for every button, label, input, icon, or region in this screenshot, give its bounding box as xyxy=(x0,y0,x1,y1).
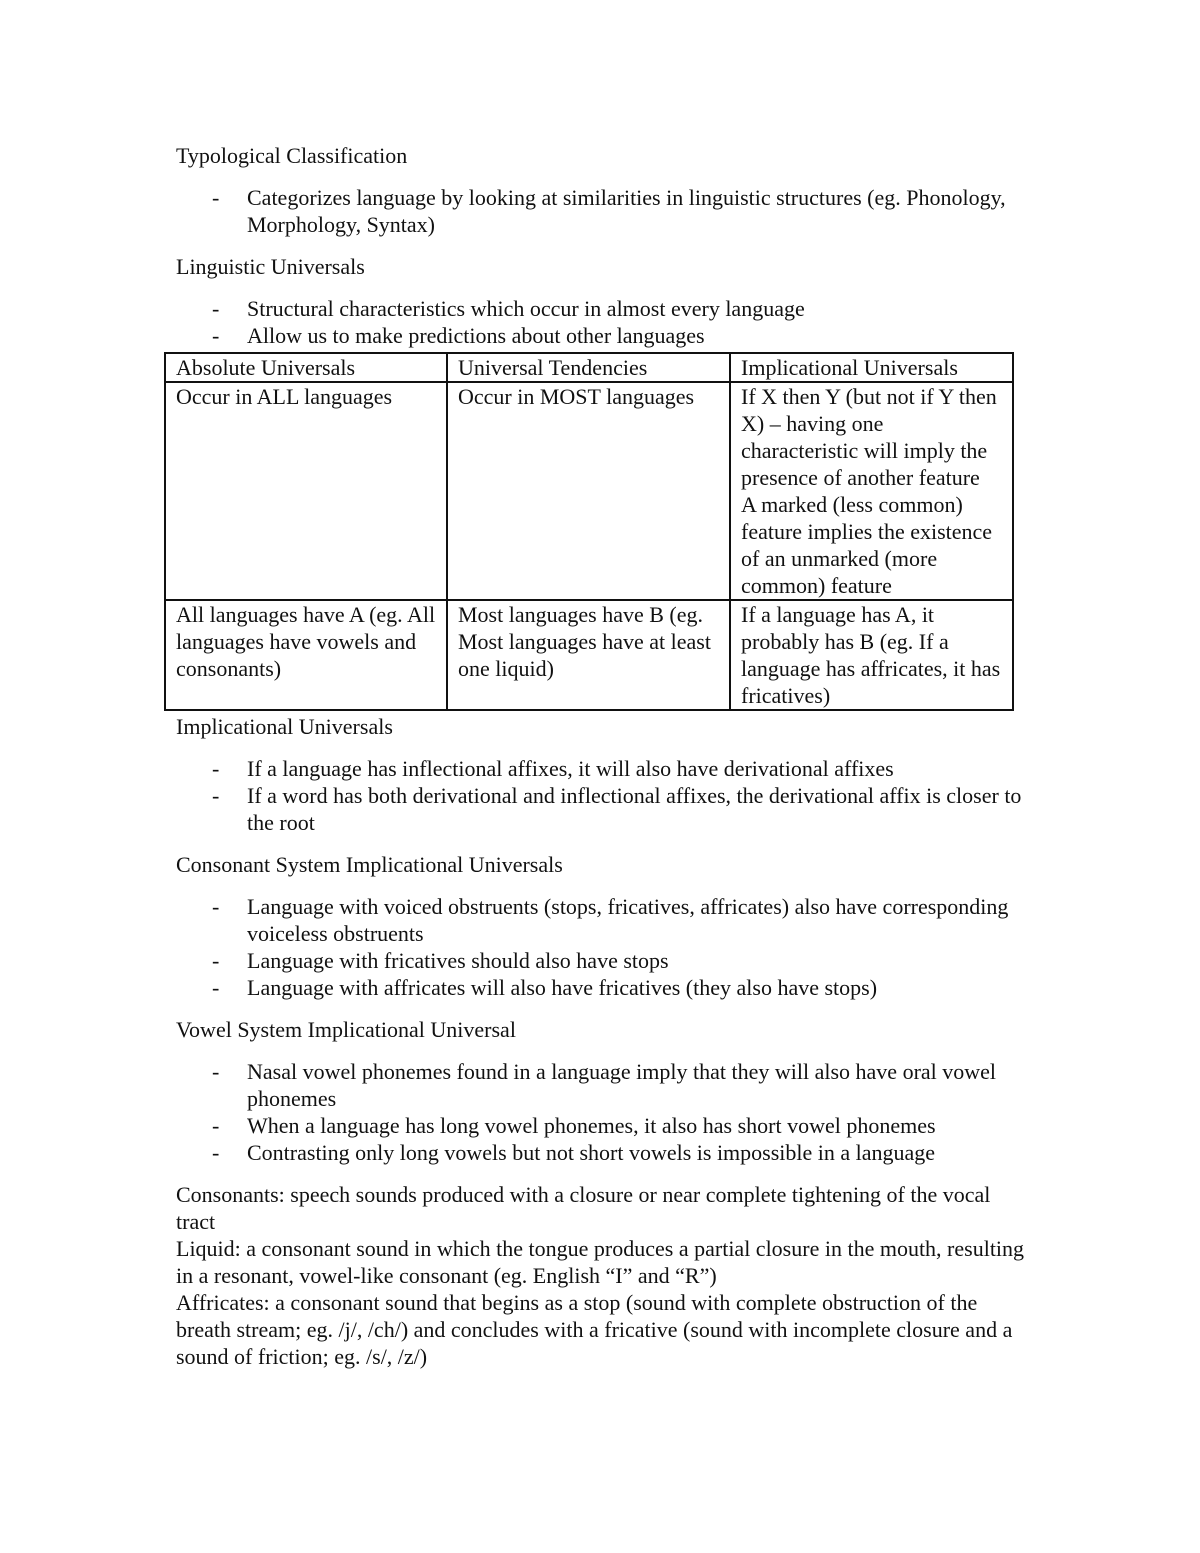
table-cell: Occur in MOST languages xyxy=(447,382,730,600)
list-item xyxy=(176,1139,1026,1166)
dash-bullet: - xyxy=(212,894,220,919)
consonant-system-bullet-list xyxy=(176,893,1026,1001)
list-item xyxy=(176,782,1026,836)
dash-bullet: - xyxy=(212,185,220,210)
dash-bullet: - xyxy=(212,756,220,781)
cell-line: If X then Y (but not if Y then X) – having one characteristic will imply the presence of another feature xyxy=(741,384,997,490)
list-item xyxy=(176,947,1026,974)
dash-bullet: - xyxy=(212,1059,220,1084)
header-universal-tendencies: Universal Tendencies xyxy=(447,353,730,382)
list-item xyxy=(176,295,1026,322)
dash-bullet: - xyxy=(212,948,220,973)
list-item xyxy=(176,755,1026,782)
header-implicational-universals: Implicational Universals xyxy=(730,353,1013,382)
definition-liquid: Liquid: a consonant sound in which the tongue produces a partial closure in the mouth, resulting in a resonant, vowel-like consonant (eg. English “I” and “R”) xyxy=(176,1236,1025,1288)
list-item-text: If a word has both derivational and inflectional affixes, the derivational affix is closer to the root xyxy=(247,783,1022,835)
list-item xyxy=(176,1112,1026,1139)
dash-bullet: - xyxy=(212,975,220,1000)
vowel-system-bullet-list xyxy=(176,1058,1026,1166)
table-row xyxy=(165,382,1013,600)
list-item-text: Contrasting only long vowels but not short vowels is impossible in a language xyxy=(247,1140,936,1165)
definition-affricates: Affricates: a consonant sound that begins as a stop (sound with complete obstruction of the breath stream; eg. /j/, /ch/) and concludes with a fricative (sound with incomplete closure and a sound of friction; eg. /s/, /z/) xyxy=(176,1290,1013,1369)
dash-bullet: - xyxy=(212,783,220,808)
heading-implicational-universals: Implicational Universals xyxy=(176,714,393,739)
table-cell: Occur in ALL languages xyxy=(165,382,447,600)
list-item xyxy=(176,1058,1026,1112)
list-item-text: Allow us to make predictions about other languages xyxy=(247,323,705,348)
dash-bullet: - xyxy=(212,323,220,348)
table-cell: If a language has A, it probably has B (eg. If a language has affricates, it has fricatives) xyxy=(730,600,1013,710)
list-item-text: Categorizes language by looking at similarities in linguistic structures (eg. Phonology, Morphology, Syntax) xyxy=(247,185,1006,237)
list-item-text: When a language has long vowel phonemes, it also has short vowel phonemes xyxy=(247,1113,936,1138)
table-header-row xyxy=(165,353,1013,382)
dash-bullet: - xyxy=(212,1140,220,1165)
dash-bullet: - xyxy=(212,1113,220,1138)
table-cell: All languages have A (eg. All languages have vowels and consonants) xyxy=(165,600,447,710)
dash-bullet: - xyxy=(212,296,220,321)
list-item-text: If a language has inflectional affixes, it will also have derivational affixes xyxy=(247,756,894,781)
table-cell: Most languages have B (eg. Most languages have at least one liquid) xyxy=(447,600,730,710)
universals-table xyxy=(164,352,1014,711)
list-item xyxy=(176,893,1026,947)
header-absolute-universals: Absolute Universals xyxy=(165,353,447,382)
list-item xyxy=(176,184,1026,238)
typological-bullet-list xyxy=(176,184,1026,238)
heading-vowel-system: Vowel System Implicational Universal xyxy=(176,1017,516,1042)
heading-consonant-system: Consonant System Implicational Universals xyxy=(176,852,563,877)
implicational-bullet-list xyxy=(176,755,1026,836)
heading-linguistic-universals: Linguistic Universals xyxy=(176,254,365,279)
list-item-text: Language with fricatives should also have stops xyxy=(247,948,669,973)
list-item-text: Nasal vowel phonemes found in a language imply that they will also have oral vowel phonemes xyxy=(247,1059,997,1111)
heading-typological-classification: Typological Classification xyxy=(176,143,408,168)
cell-line: A marked (less common) feature implies the existence of an unmarked (more common) feature xyxy=(741,492,993,598)
list-item-text: Language with affricates will also have fricatives (they also have stops) xyxy=(247,975,878,1000)
table-cell xyxy=(730,382,1013,600)
definition-consonants: Consonants: speech sounds produced with a closure or near complete tightening of the vocal tract xyxy=(176,1182,991,1234)
document-page xyxy=(176,142,1026,1370)
list-item xyxy=(176,322,1026,349)
list-item-text: Structural characteristics which occur in almost every language xyxy=(247,296,805,321)
table-row xyxy=(165,600,1013,710)
list-item-text: Language with voiced obstruents (stops, fricatives, affricates) also have corresponding voiceless obstruents xyxy=(247,894,1009,946)
list-item xyxy=(176,974,1026,1001)
linguistic-universals-bullet-list xyxy=(176,295,1026,349)
